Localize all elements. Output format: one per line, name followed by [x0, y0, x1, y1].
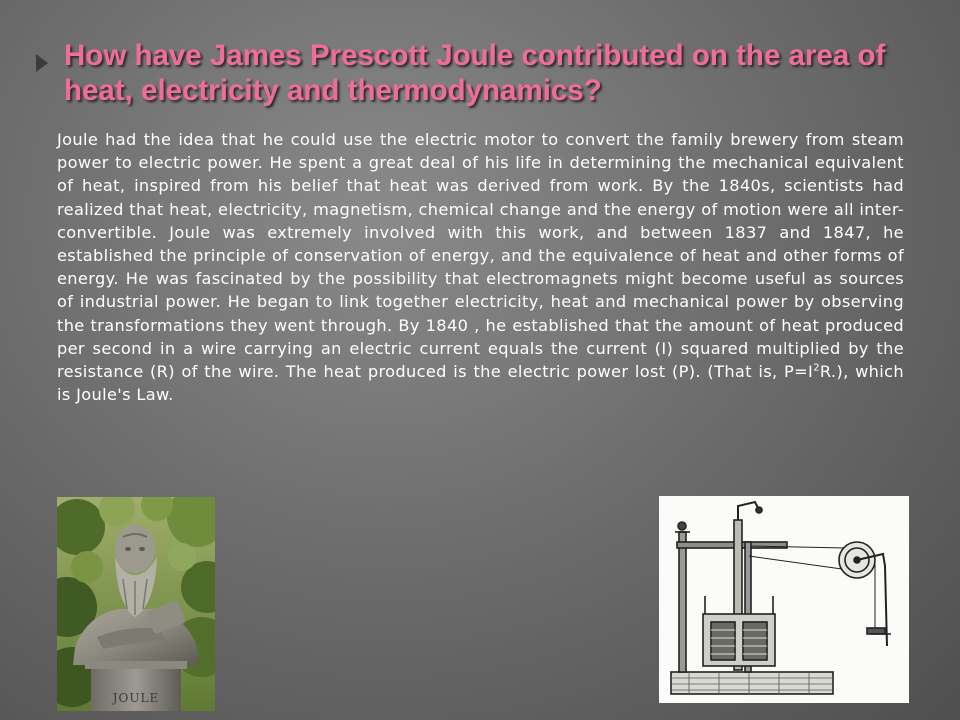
joule-statue-photo	[57, 497, 215, 711]
slide-title: How have James Prescott Joule contributed on the area of heat, electricity and thermodynamics?	[64, 39, 886, 107]
slide-body-text	[57, 128, 904, 406]
body-text-part2: R.), which is Joule's Law.	[57, 362, 904, 405]
body-text-part1: Joule had the idea that he could use the electric motor to convert the family brewery from steam power to electric power. He spent a great deal of his life in determining the mechanical equivalent of heat, inspired from his belief that heat was derived from work. By the 1840s, scientists had realized that heat, electricity, magnetism, chemical change and the energy of motion were all inter-convertible. Joule was extremely involved with this work, and between 1837 and 1847, he established the principle of conservation of energy, and the equivalence of heat and other forms of energy. He was fascinated by the possibility that electromagnets might become useful as sources of industrial power. He began to link together electricity, heat and mechanical power by observing the transformations they went through. By 1840 , he established that the amount of heat produced per second in a wire carrying an electric current equals the current (I) squared multiplied by the resistance (R) of the wire. The heat produced is the electric power lost (P). (That is, P=I	[57, 130, 904, 382]
body-text-superscript: 2	[813, 362, 820, 374]
statue-inscription: JOULE	[112, 691, 160, 705]
joule-apparatus-illustration	[659, 496, 909, 703]
title-bullet-arrow-icon	[36, 54, 48, 72]
